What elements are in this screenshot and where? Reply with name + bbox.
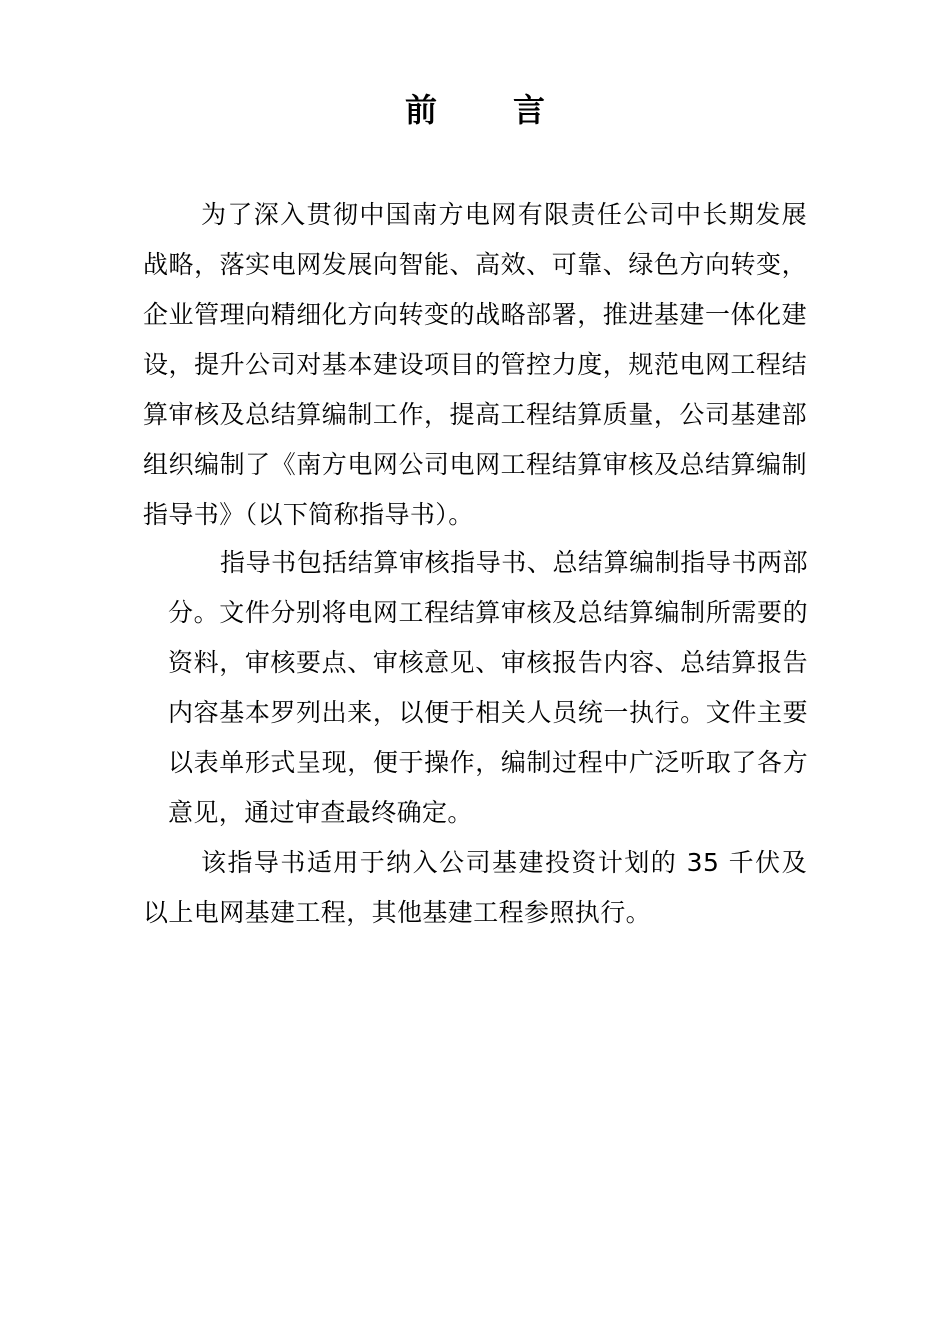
paragraph-1: 为了深入贯彻中国南方电网有限责任公司中长期发展战略，落实电网发展向智能、高效、可靠、绿色方向转变，企业管理向精细化方向转变的战略部署，推进基建一体化建设，提升公司对基本建设项目的管控力度，规范电网工程结算审核及总结算编制工作，提高工程结算质量，公司基建部组织编制了《南方电网公司电网工程结算审核及总结算编制指导书》（以下简称指导书）。 — [143, 200, 807, 529]
paragraph-2: 指导书包括结算审核指导书、总结算编制指导书两部分。文件分别将电网工程结算审核及总结算编制所需要的资料，审核要点、审核意见、审核报告内容、总结算报告内容基本罗列出来，以便于相关人员统一执行。文件主要以表单形式呈现，便于操作，编制过程中广泛听取了各方意见，通过审查最终确定。 — [168, 548, 808, 827]
title-char-2: 言 — [513, 91, 546, 129]
paragraph-3: 该指导书适用于纳入公司基建投资计划的 35 千伏及以上电网基建工程，其他基建工程参照执行。 — [143, 848, 807, 927]
title-char-1: 前 — [404, 91, 437, 129]
page-title — [0, 88, 950, 132]
